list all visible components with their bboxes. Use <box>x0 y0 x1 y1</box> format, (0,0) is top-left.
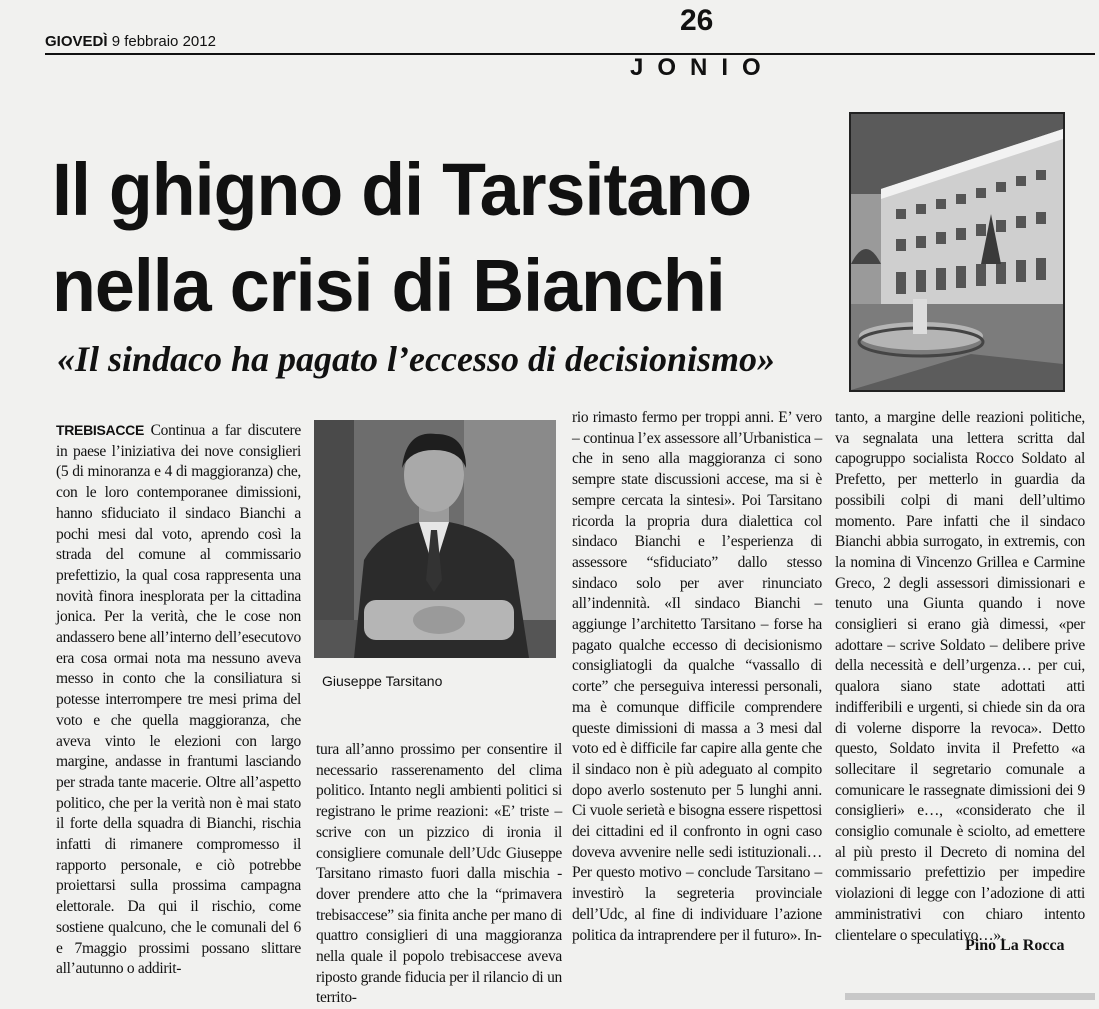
column-4-text: tanto, a margine delle reazioni politiche, va segnalata una lettera scritta dal capogruppo socialista Rocco Soldato al Prefetto, per metterlo in guardia da possibili colpi di mani dell’ultimo momento. Pare infatti che il sindaco Bianchi abbia surrogato, in extremis, con la nomina di Vincenzo Grillea e Carmine Greco, 2 degli assessori dimissionari e tenuto una Giunta quando i nove consiglieri si erano già dimessi, «per adottare – scrive Soldato – delibere prive della necessità e dell’urgenza… per cui, qualora siano state adottati atti indifferibili e urgenti, si chiede sin da ora di volerne disporre la revoca». Detto questo, Soldato invita il Prefetto «a sollecitare il segretario comunale a comunicare le rassegnate dimissioni dei 9 consiglieri» e…, «considerato che il consiglio comunale è sciolto, ad emettere al più presto il Decreto di nomina del commissario prefettizio per impedire violazioni di legge con l’adozione di atti amministrativi con chiaro intento clientelare o speculativo…». <box>835 409 1085 944</box>
dateline: TREBISACCE <box>56 422 145 438</box>
headline-line-1: Il ghigno di Tarsitano <box>52 148 752 231</box>
header-rule <box>45 53 1095 55</box>
photo-caption: Giuseppe Tarsitano <box>322 673 443 689</box>
issue-day: GIOVEDÌ <box>45 33 108 50</box>
building-photo <box>849 112 1065 392</box>
issue-date <box>45 33 216 50</box>
subheadline: «Il sindaco ha pagato l’eccesso di decisionismo» <box>57 339 775 379</box>
byline: Pino La Rocca <box>965 937 1065 954</box>
headline-line-2: nella crisi di Bianchi <box>52 244 725 327</box>
column-1-text: Continua a far discutere in paese l’iniziativa dei nove consiglieri (5 di minoranza e 4 di maggioranza) che, con le loro contemporanee dimissioni, hanno sfiduciato il sindaco Bianchi a pochi mesi dal voto, aprendo così la strada del comune al commissario prefettizio, la qual cosa rappresenta una novità finora inesplorata per la cittadina jonica. Per la verità, che le cose non andassero bene all’interno dell’esecutovo era cosa ormai nota ma nessuno aveva messo in conto che la consiliatura si potesse interrompere tre mesi prima del voto e che quella maggioranza, che aveva vinto le elezioni con largo margine, andasse in frantumi lasciando per strada tante macerie. Oltre all’aspetto politico, che per la verità non è mai stato il forte della squadra di Bianchi, rischia infatti di rimanere compromesso il rapporto personale, e ciò potrebbe proiettarsi sulla prossima campagna elettorale. Da qui il rischio, come sostiene qualcuno, che le comunali del 6 e 7maggio prossimi possano slittare all’autunno o addirit- <box>56 422 301 978</box>
article-column-3 <box>572 408 822 946</box>
article-column-2 <box>316 740 562 1009</box>
bottom-rule <box>845 993 1095 1000</box>
headline <box>52 142 809 334</box>
portrait-photo <box>314 420 556 658</box>
section-title: JONIO <box>630 54 775 81</box>
column-3-text: rio rimasto fermo per troppi anni. E’ vero – continua l’ex assessore all’Urbanistica – che in seno alla maggioranza ci sono sempre state discussioni accese, ma si è sempre cercata la sintesi». Poi Tarsitano ricorda la propria dura dialettica col sindaco Bianchi e l’esperienza di assessore “sfiduciato” dallo stesso sindaco solo per aver rinunciato all’indennità. «Il sindaco Bianchi – aggiunge l’architetto Tarsitano – forse ha pagato qualche eccesso di decisionismo consigliatogli da qualche “vassallo di corte” che perseguiva interessi personali, ma è comunque difficile comprendere queste dimissioni di massa a 3 mesi dal voto ed è difficile far capire alla gente che il sindaco non è più adeguato al compito dopo averlo sostenuto per 5 lunghi anni. Ci vuole serietà e bisogna essere rispettosi dei cittadini ed il confronto in ogni caso doveva avvenire nelle sedi istituzionali…Per questo motivo – conclude Tarsitano – investirò la segreteria provinciale dell’Udc, al fine di individuare l’azione politica da intraprendere per il futuro». In- <box>572 409 822 944</box>
article-column-4 <box>835 408 1085 946</box>
page-number: 26 <box>680 4 714 37</box>
column-2-text: tura all’anno prossimo per consentire il necessario rasserenamento del clima politico. Intanto negli ambienti politici si registrano le prime reazioni: «E’ triste – scrive con un pizzico di ironia il consigliere comunale dell’Udc Giuseppe Tarsitano rimasto fuori dalla mischia - dover prendere atto che la “primavera trebisaccese” sia finita anche per mano di quattro consiglieri di una maggioranza nella quale il popolo trebisaccese aveva riposto grande fiducia per il rilancio di un territo- <box>316 741 562 1007</box>
article-column-1 <box>56 420 301 980</box>
issue-date-text: 9 febbraio 2012 <box>111 33 216 50</box>
